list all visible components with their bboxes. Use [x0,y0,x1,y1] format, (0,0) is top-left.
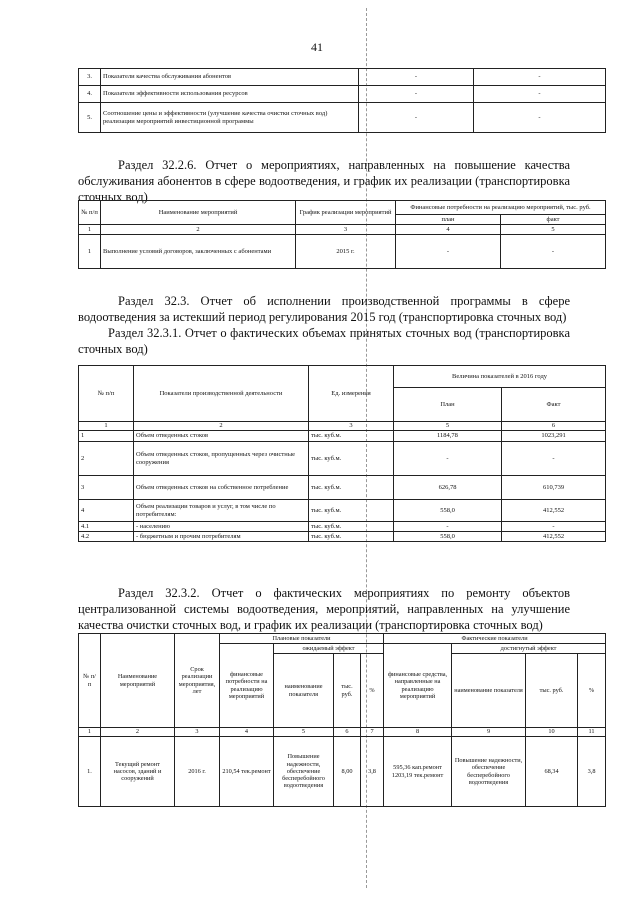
row-unit: тыс. куб.м. [309,442,394,476]
header-value: Величина показателей в 2016 году [394,366,606,388]
row-name: Объем отведенных стоков, пропущенных через очистные сооружения [134,442,309,476]
row-num: 4.2 [79,532,134,542]
table-row [79,476,606,500]
row-effect-name2: Повышение надежности, обеспечение бесперебойного водоотведения [452,737,526,807]
header-planned: Плановые показатели [220,634,384,644]
header-unit: Ед. измерения [309,366,394,422]
row-num: 4 [79,500,134,522]
header-fact: Факт [502,388,606,422]
row-value: - [474,69,606,86]
row-fin-need: 210,54 тек.ремонт [220,737,274,807]
row-fact: 412,552 [502,500,606,522]
index-cell: 4 [220,728,274,737]
row-fact: 610,739 [502,476,606,500]
row-plan: - [396,235,501,269]
index-cell: 10 [526,728,578,737]
section-3231-heading: Раздел 32.3.1. Отчет о фактических объемах принятых сточных вод (транспортировка сточных вод) [78,326,570,356]
row-name: Соотношение цены и эффективности (улучшение качества очистки сточных вод) реализации мероприятий инвестиционной программы [101,103,359,133]
row-name: Текущий ремонт насосов, зданий и сооружений [101,737,175,807]
row-pct2: 3,8 [578,737,606,807]
header-expected: ожидаемый эффект [274,644,384,654]
header-actual: Фактические показатели [384,634,606,644]
row-unit: тыс. куб.м. [309,522,394,532]
row-num: 2 [79,442,134,476]
index-row [79,728,606,737]
header-name: Наименование мероприятий [101,634,175,728]
row-num: 3 [79,476,134,500]
row-fact: 412,552 [502,532,606,542]
row-num: 5. [79,103,101,133]
row-name: - населению [134,522,309,532]
index-cell: 6 [334,728,361,737]
index-cell: 11 [578,728,606,737]
index-cell: 7 [361,728,384,737]
wastewater-volume-table [78,365,606,542]
row-plan: 626,78 [394,476,502,500]
header-name: Наименование мероприятий [101,201,296,225]
index-row [79,422,606,431]
header-fin: Финансовые потребности на реализацию мероприятий, тыс. руб. [396,201,606,215]
row-fin-means: 595,36 кап.ремонт 1203,19 тек.ремонт [384,737,452,807]
row-num: 3. [79,69,101,86]
row-name: Объем реализации товаров и услуг, в том числе по потребителям: [134,500,309,522]
section-323-block [78,293,570,357]
row-rub2: 68,34 [526,737,578,807]
row-value: - [474,86,606,103]
row-num: 1 [79,431,134,442]
row-value: - [474,103,606,133]
row-plan: 1184,78 [394,431,502,442]
row-num: 4.1 [79,522,134,532]
header-plan: план [396,215,501,225]
row-fact: - [502,442,606,476]
header-pct: % [361,654,384,728]
header-rub2: тыс. руб. [526,654,578,728]
index-cell: 3 [296,225,396,235]
index-cell: 6 [502,422,606,431]
index-cell: 1 [79,728,101,737]
header-fact: факт [501,215,606,225]
header-schedule: График реализации мероприятий [296,201,396,225]
row-unit: тыс. куб.м. [309,476,394,500]
index-cell: 1 [79,225,101,235]
index-cell: 2 [101,225,296,235]
row-fact: - [502,522,606,532]
table-row [79,522,606,532]
index-cell: 8 [384,728,452,737]
header-term: Срок реализации мероприятия, лет [175,634,220,728]
header-achieved: достигнутый эффект [452,644,606,654]
indicators-table-continuation [78,68,606,133]
row-num: 4. [79,86,101,103]
index-cell: 5 [501,225,606,235]
table-row [79,86,606,103]
row-rub: 8,00 [334,737,361,807]
index-cell: 1 [79,422,134,431]
table-row [79,532,606,542]
header-pct2: % [578,654,606,728]
header-ind-name: наименование показателя [274,654,334,728]
section-3226-heading: Раздел 32.2.6. Отчет о мероприятиях, направленных на повышение качества обслуживания абонентов в сфере водоотведения, и график их реализации (транспортировка сточных вод) [78,158,570,204]
row-value: - [359,103,474,133]
header-fin-means: финансовые средства, направленные на реализацию мероприятий [384,644,452,728]
row-num: 1 [79,235,101,269]
row-value: - [359,69,474,86]
row-plan: 558,0 [394,500,502,522]
index-cell: 2 [101,728,175,737]
header-ind-name2: наименование показателя [452,654,526,728]
index-cell: 3 [309,422,394,431]
service-quality-table [78,200,606,269]
table-row [79,737,606,807]
row-num: 1. [79,737,101,807]
row-year: 2015 г. [296,235,396,269]
row-plan: - [394,442,502,476]
row-fact: 1023,291 [502,431,606,442]
section-3232-heading: Раздел 32.3.2. Отчет о фактических мероприятиях по ремонту объектов централизованной системы водоотведения, мероприятий, направленных на улучшение качества очистки сточных вод, и график их реализации (транспортировка сточных вод) [78,586,570,632]
table-row [79,500,606,522]
repair-measures-table [78,633,606,807]
row-name: Объем отведенных стоков [134,431,309,442]
row-unit: тыс. куб.м. [309,431,394,442]
row-name: Выполнение условий договоров, заключенных с абонентами [101,235,296,269]
row-pct: 3,8 [361,737,384,807]
index-cell: 3 [175,728,220,737]
row-name: Показатели качества обслуживания абонентов [101,69,359,86]
table-row [79,103,606,133]
row-unit: тыс. куб.м. [309,532,394,542]
index-cell: 2 [134,422,309,431]
header-plan: План [394,388,502,422]
row-name: Объем отведенных стоков на собственное потребление [134,476,309,500]
row-value: - [359,86,474,103]
index-cell: 5 [274,728,334,737]
row-fact: - [501,235,606,269]
index-cell: 5 [394,422,502,431]
header-num: № п/п [79,366,134,422]
row-unit: тыс. куб.м. [309,500,394,522]
row-plan: - [394,522,502,532]
row-effect-name: Повышение надежности, обеспечение бесперебойного водоотведения [274,737,334,807]
row-name: - бюджетным и прочим потребителям [134,532,309,542]
table-row [79,442,606,476]
header-rub: тыс. руб. [334,654,361,728]
index-cell: 4 [396,225,501,235]
page-number: 41 [311,40,323,54]
header-num: № п/п [79,201,101,225]
index-row [79,225,606,235]
table-row [79,235,606,269]
row-term: 2016 г. [175,737,220,807]
header-num: № п/ п [79,634,101,728]
row-plan: 558,0 [394,532,502,542]
section-323-heading: Раздел 32.3. Отчет об исполнении производственной программы в сфере водоотведения за истекший период регулирования 2015 год (транспортировка сточных вод) [78,294,570,324]
index-cell: 9 [452,728,526,737]
header-name: Показатели производственной деятельности [134,366,309,422]
header-fin-need: финансовые потребности на реализацию мероприятий [220,644,274,728]
table-row [79,431,606,442]
row-name: Показатели эффективности использования ресурсов [101,86,359,103]
table-row [79,69,606,86]
